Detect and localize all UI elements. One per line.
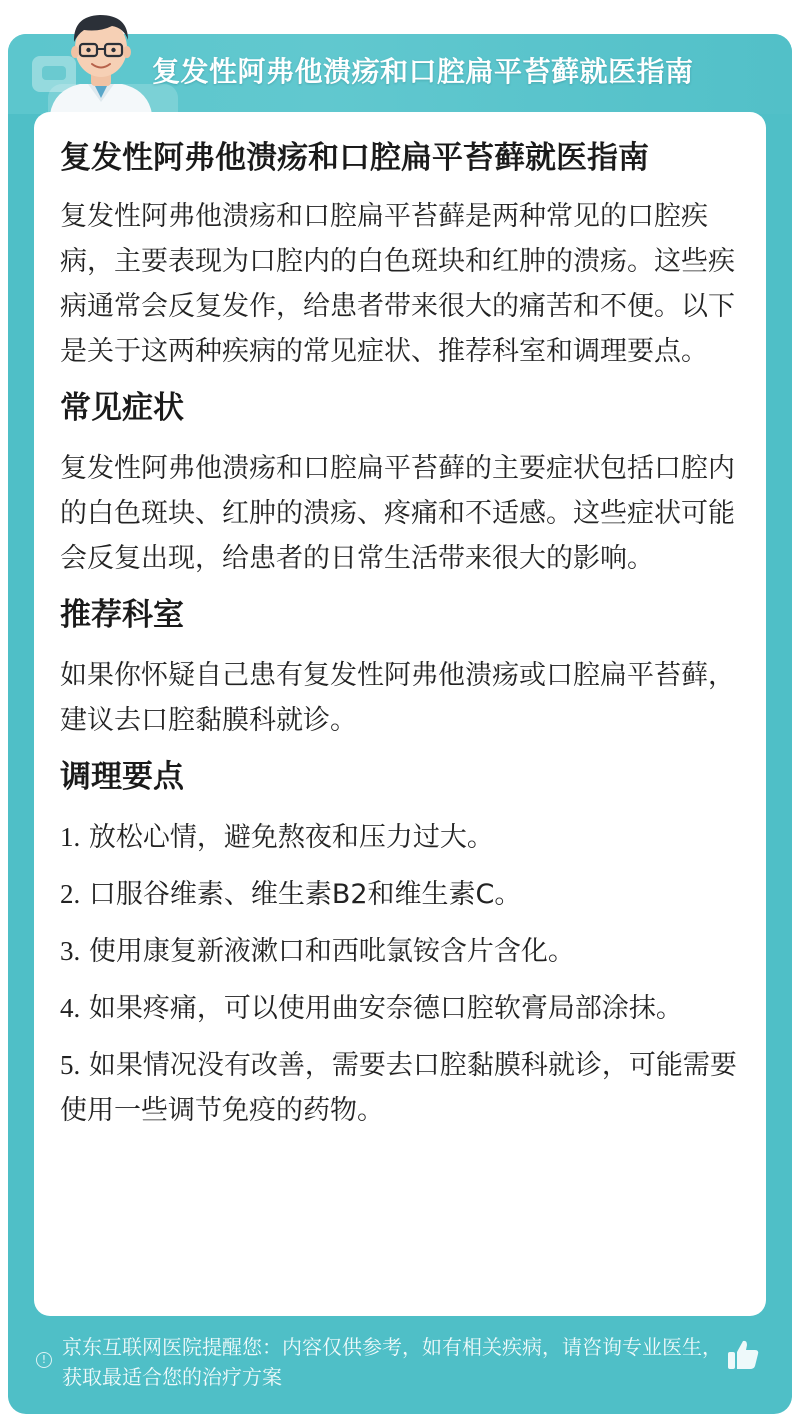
list-item-number: 2. xyxy=(60,879,81,909)
section-body-department: 如果你怀疑自己患有复发性阿弗他溃疡或口腔扁平苔藓，建议去口腔黏膜科就诊。 xyxy=(60,660,735,736)
list-item-text: 口服谷维素、维生素B2和维生素C。 xyxy=(88,879,522,910)
thumbs-up-icon[interactable] xyxy=(726,1338,760,1372)
section-heading-department: 推荐科室 xyxy=(60,597,184,633)
footer-disclaimer: 京东互联网医院提醒您：内容仅供参考，如有相关疾病，请咨询专业医生，获取最适合您的治疗方案 xyxy=(62,1335,722,1389)
list-item-text: 如果疼痛，可以使用曲安奈德口腔软膏局部涂抹。 xyxy=(88,993,683,1024)
list-item xyxy=(60,986,740,1031)
list-item xyxy=(60,815,740,860)
section-body-symptoms: 复发性阿弗他溃疡和口腔扁平苔藓的主要症状包括口腔内的白色斑块、红肿的溃疡、疼痛和不适感。这些症状可能会反复出现，给患者的日常生活带来很大的影响。 xyxy=(60,453,735,574)
list-item-text: 使用康复新液漱口和西吡氯铵含片含化。 xyxy=(88,936,575,967)
list-item-number: 1. xyxy=(60,822,81,852)
info-icon: ! xyxy=(36,1352,52,1368)
list-item xyxy=(60,929,740,974)
article-title: 复发性阿弗他溃疡和口腔扁平苔藓就医指南 xyxy=(60,140,649,176)
doctor-avatar-icon xyxy=(40,6,162,114)
list-item-text: 放松心情，避免熬夜和压力过大。 xyxy=(88,822,494,853)
article-card xyxy=(34,112,766,1316)
section-heading-care: 调理要点 xyxy=(60,759,184,795)
header-title: 复发性阿弗他溃疡和口腔扁平苔藓就医指南 xyxy=(152,55,694,88)
list-item-number: 4. xyxy=(60,993,81,1023)
list-item xyxy=(60,1043,740,1133)
list-item-number: 3. xyxy=(60,936,81,966)
list-item-text: 如果情况没有改善，需要去口腔黏膜科就诊，可能需要使用一些调节免疫的药物。 xyxy=(60,1050,737,1126)
list-item xyxy=(60,872,740,917)
section-heading-symptoms: 常见症状 xyxy=(60,390,184,426)
list-item-number: 5. xyxy=(60,1050,81,1080)
footer xyxy=(36,1330,766,1394)
article-intro: 复发性阿弗他溃疡和口腔扁平苔藓是两种常见的口腔疾病，主要表现为口腔内的白色斑块和红肿的溃疡。这些疾病通常会反复发作，给患者带来很大的痛苦和不便。以下是关于这两种疾病的常见症状、推荐科室和调理要点。 xyxy=(60,201,735,367)
